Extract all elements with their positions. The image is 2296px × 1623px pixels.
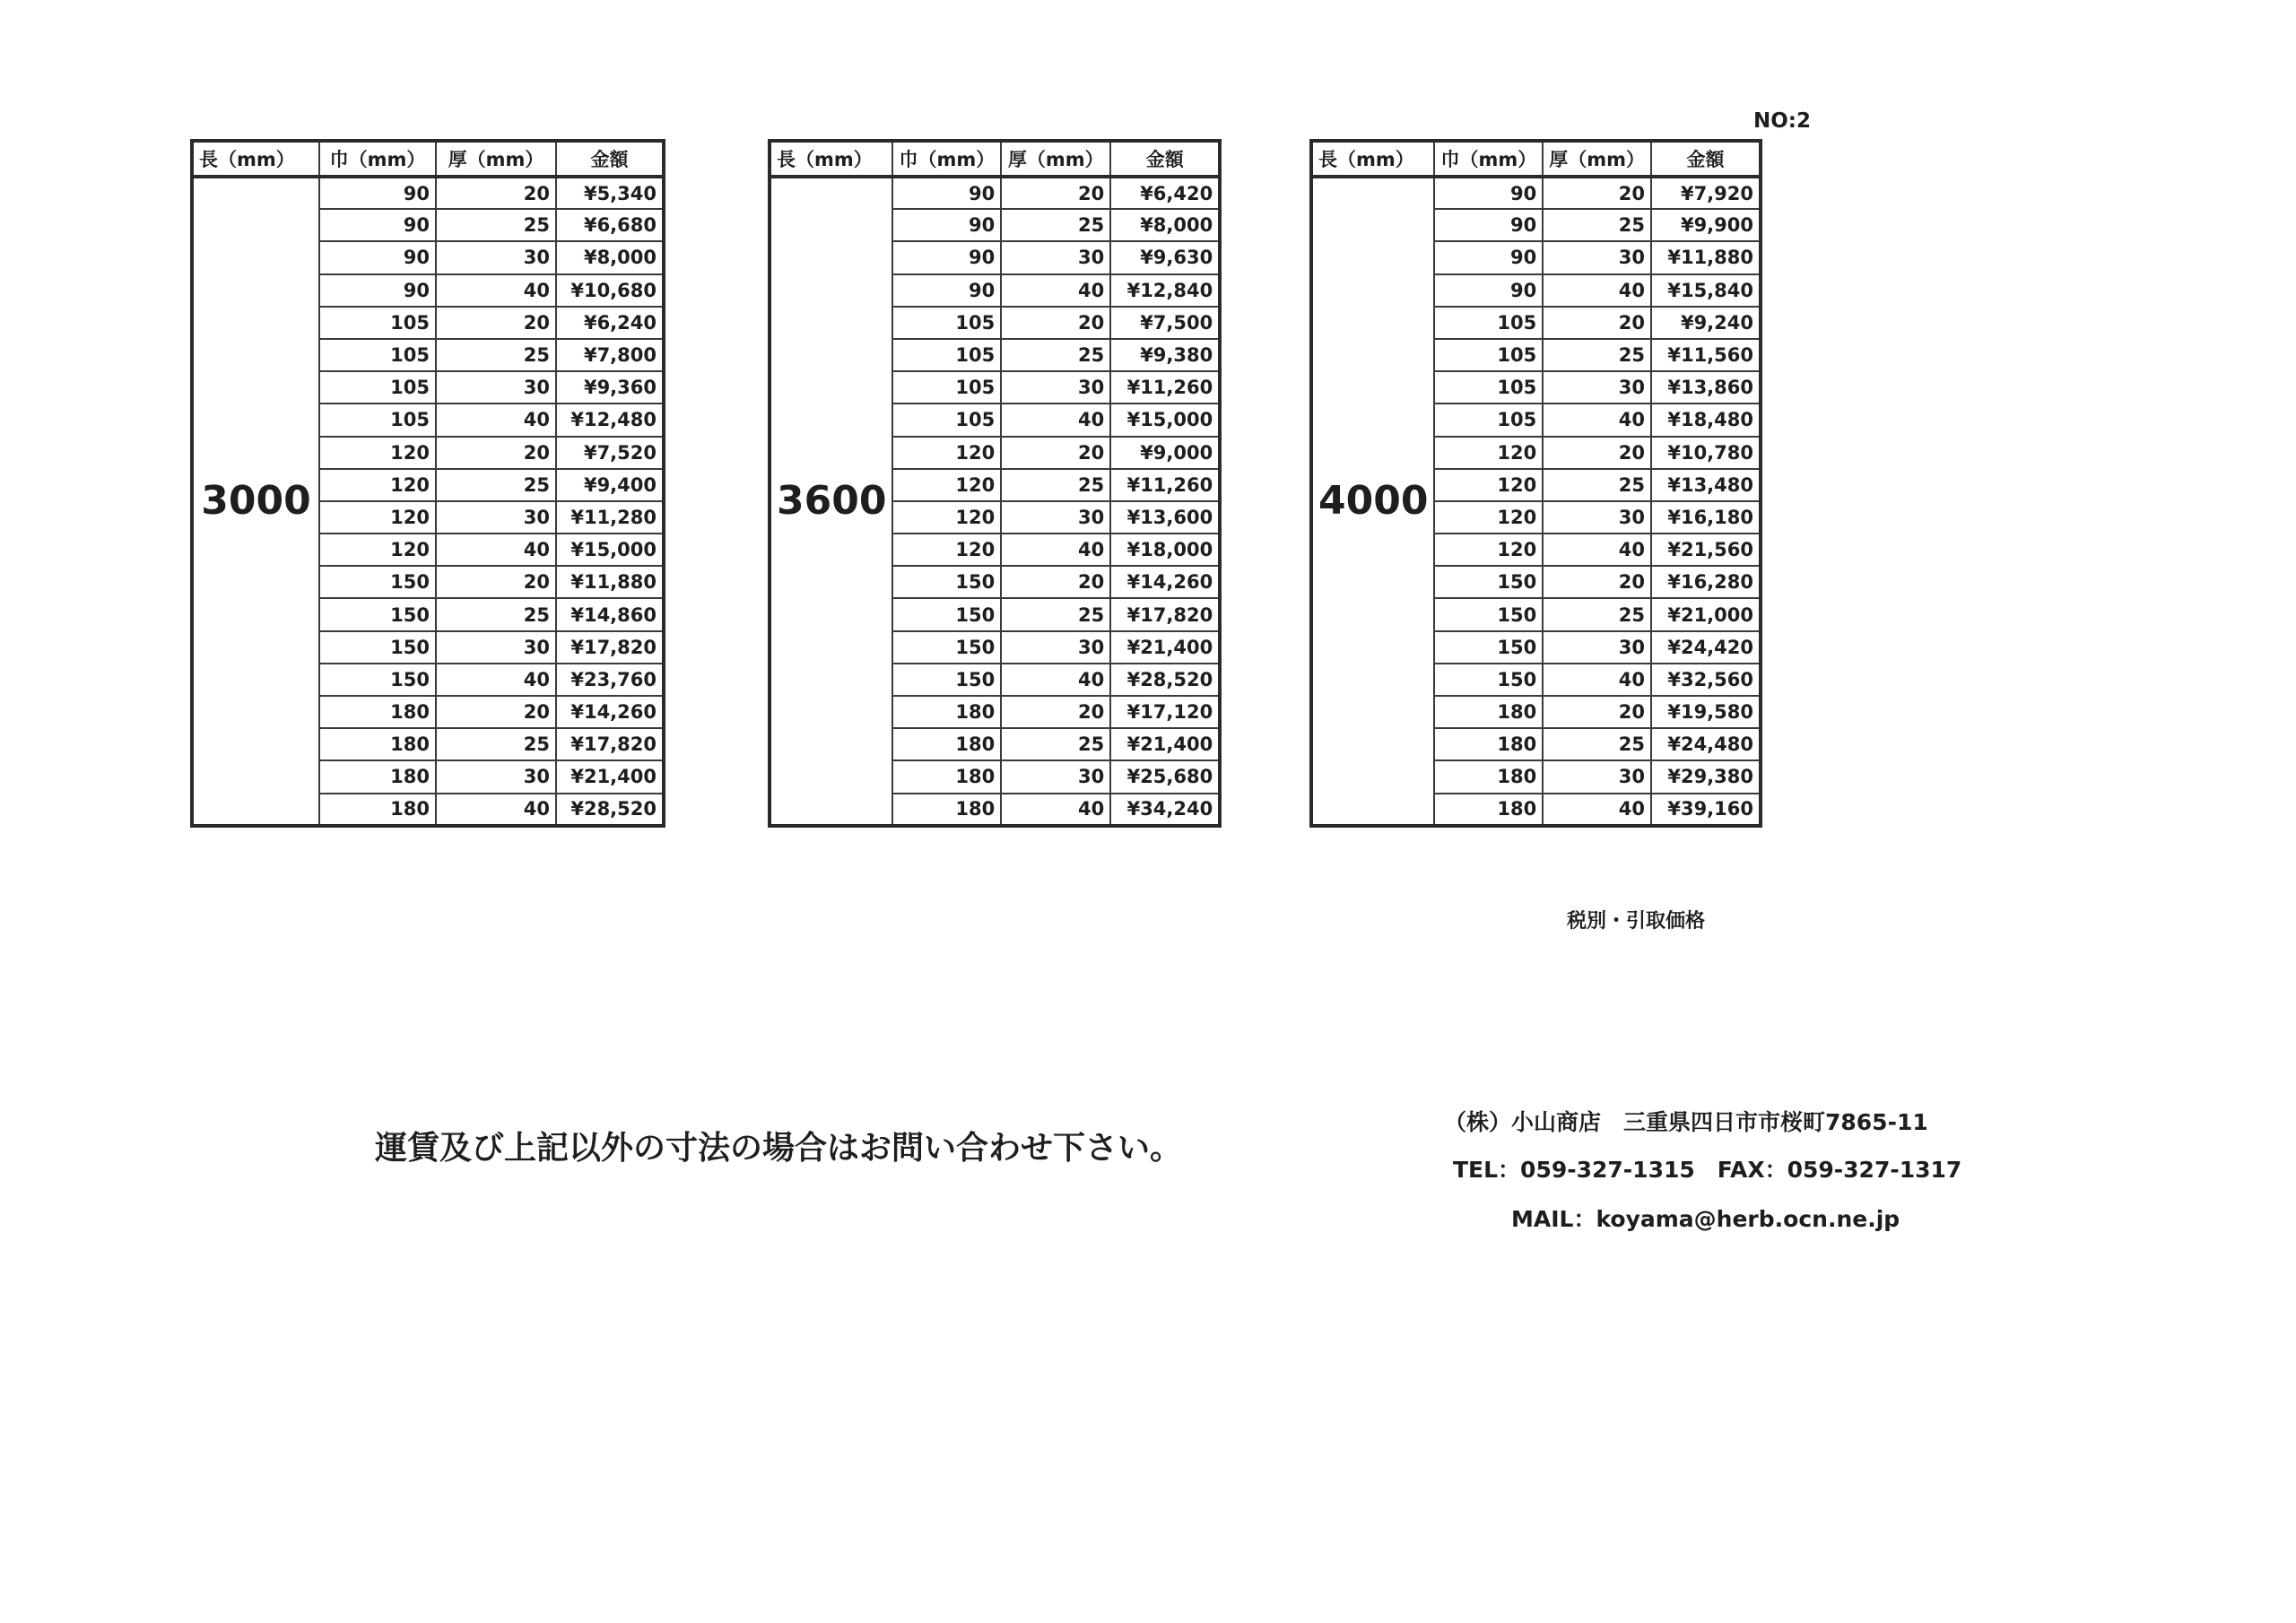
- table-header-row: [192, 141, 664, 177]
- thickness-cell: 30: [436, 760, 556, 793]
- price-cell: ¥13,600: [1110, 501, 1220, 534]
- thickness-cell: 30: [436, 241, 556, 273]
- width-cell: 105: [892, 371, 1001, 404]
- width-cell: 90: [892, 274, 1001, 307]
- thickness-cell: 25: [436, 339, 556, 371]
- price-cell: ¥5,340: [556, 177, 664, 209]
- thickness-cell: 30: [1543, 760, 1651, 793]
- thickness-cell: 25: [436, 728, 556, 760]
- price-cell: ¥14,860: [556, 598, 664, 630]
- width-cell: 105: [1434, 404, 1543, 436]
- width-cell: 90: [892, 209, 1001, 241]
- price-cell: ¥12,840: [1110, 274, 1220, 307]
- thickness-cell: 20: [436, 177, 556, 209]
- price-cell: ¥9,380: [1110, 339, 1220, 371]
- width-cell: 180: [319, 794, 436, 826]
- thickness-cell: 20: [1543, 696, 1651, 728]
- width-cell: 150: [1434, 598, 1543, 630]
- table-header-row: [770, 141, 1220, 177]
- thickness-cell: 20: [436, 696, 556, 728]
- price-cell: ¥11,880: [556, 566, 664, 598]
- thickness-cell: 30: [1001, 501, 1110, 534]
- thickness-cell: 20: [1543, 307, 1651, 339]
- price-cell: ¥24,420: [1651, 631, 1761, 664]
- thickness-cell: 20: [1543, 437, 1651, 469]
- length-cell: 4000: [1311, 177, 1434, 826]
- price-cell: ¥15,840: [1651, 274, 1761, 307]
- width-cell: 105: [1434, 339, 1543, 371]
- header-thickness: 厚（mm）: [1543, 141, 1651, 177]
- table-row: [1311, 177, 1761, 209]
- header-price: 金額: [1110, 141, 1220, 177]
- width-cell: 120: [319, 501, 436, 534]
- width-cell: 180: [892, 760, 1001, 793]
- width-cell: 180: [892, 794, 1001, 826]
- width-cell: 105: [892, 339, 1001, 371]
- price-cell: ¥10,780: [1651, 437, 1761, 469]
- price-cell: ¥25,680: [1110, 760, 1220, 793]
- width-cell: 150: [319, 598, 436, 630]
- price-cell: ¥7,500: [1110, 307, 1220, 339]
- thickness-cell: 40: [436, 794, 556, 826]
- width-cell: 90: [319, 209, 436, 241]
- price-cell: ¥34,240: [1110, 794, 1220, 826]
- width-cell: 180: [1434, 696, 1543, 728]
- width-cell: 180: [1434, 794, 1543, 826]
- header-length: 長（mm）: [192, 141, 319, 177]
- price-cell: ¥6,240: [556, 307, 664, 339]
- width-cell: 120: [319, 437, 436, 469]
- width-cell: 180: [319, 728, 436, 760]
- thickness-cell: 20: [436, 566, 556, 598]
- width-cell: 150: [1434, 566, 1543, 598]
- thickness-cell: 40: [1001, 794, 1110, 826]
- width-cell: 180: [1434, 760, 1543, 793]
- price-cell: ¥9,400: [556, 469, 664, 501]
- table-header-row: [1311, 141, 1761, 177]
- thickness-cell: 40: [1543, 534, 1651, 566]
- table-row: [770, 177, 1220, 209]
- thickness-cell: 30: [1543, 501, 1651, 534]
- price-cell: ¥11,880: [1651, 241, 1761, 273]
- width-cell: 105: [319, 404, 436, 436]
- width-cell: 105: [892, 307, 1001, 339]
- price-cell: ¥7,920: [1651, 177, 1761, 209]
- width-cell: 90: [319, 241, 436, 273]
- mail-address: MAIL：koyama@herb.ocn.ne.jp: [1511, 1206, 1900, 1232]
- price-cell: ¥17,120: [1110, 696, 1220, 728]
- thickness-cell: 25: [436, 209, 556, 241]
- width-cell: 90: [319, 177, 436, 209]
- price-cell: ¥11,260: [1110, 469, 1220, 501]
- price-cell: ¥18,480: [1651, 404, 1761, 436]
- thickness-cell: 40: [1001, 534, 1110, 566]
- width-cell: 105: [319, 339, 436, 371]
- thickness-cell: 20: [1001, 177, 1110, 209]
- width-cell: 120: [892, 501, 1001, 534]
- width-cell: 90: [892, 177, 1001, 209]
- width-cell: 150: [1434, 664, 1543, 696]
- table-row: [192, 177, 664, 209]
- price-cell: ¥13,480: [1651, 469, 1761, 501]
- thickness-cell: 30: [436, 501, 556, 534]
- price-cell: ¥7,800: [556, 339, 664, 371]
- price-cell: ¥13,860: [1651, 371, 1761, 404]
- thickness-cell: 25: [1543, 728, 1651, 760]
- thickness-cell: 30: [1001, 631, 1110, 664]
- price-cell: ¥32,560: [1651, 664, 1761, 696]
- thickness-cell: 30: [1543, 371, 1651, 404]
- price-cell: ¥28,520: [1110, 664, 1220, 696]
- price-cell: ¥16,280: [1651, 566, 1761, 598]
- company-address: （株）小山商店 三重県四日市市桜町7865-11: [1444, 1109, 1928, 1135]
- price-table-4000: [1309, 139, 1762, 828]
- width-cell: 120: [319, 469, 436, 501]
- width-cell: 150: [892, 664, 1001, 696]
- price-cell: ¥21,400: [556, 760, 664, 793]
- price-cell: ¥29,380: [1651, 760, 1761, 793]
- price-cell: ¥12,480: [556, 404, 664, 436]
- price-cell: ¥28,520: [556, 794, 664, 826]
- width-cell: 120: [892, 469, 1001, 501]
- thickness-cell: 30: [436, 371, 556, 404]
- thickness-cell: 20: [436, 307, 556, 339]
- width-cell: 120: [1434, 437, 1543, 469]
- price-cell: ¥17,820: [556, 728, 664, 760]
- price-cell: ¥21,560: [1651, 534, 1761, 566]
- thickness-cell: 25: [1543, 598, 1651, 630]
- width-cell: 90: [1434, 209, 1543, 241]
- thickness-cell: 30: [1001, 760, 1110, 793]
- price-cell: ¥8,000: [556, 241, 664, 273]
- width-cell: 105: [1434, 371, 1543, 404]
- tel-fax: TEL：059-327-1315 FAX：059-327-1317: [1453, 1157, 1962, 1183]
- width-cell: 150: [892, 598, 1001, 630]
- price-cell: ¥11,280: [556, 501, 664, 534]
- header-thickness: 厚（mm）: [436, 141, 556, 177]
- price-cell: ¥17,820: [1110, 598, 1220, 630]
- header-width: 巾（mm）: [892, 141, 1001, 177]
- thickness-cell: 40: [1001, 404, 1110, 436]
- thickness-cell: 40: [1543, 274, 1651, 307]
- thickness-cell: 30: [1001, 371, 1110, 404]
- price-cell: ¥21,000: [1651, 598, 1761, 630]
- price-cell: ¥9,000: [1110, 437, 1220, 469]
- price-table-3600: [768, 139, 1222, 828]
- width-cell: 90: [1434, 241, 1543, 273]
- price-cell: ¥18,000: [1110, 534, 1220, 566]
- width-cell: 120: [1434, 501, 1543, 534]
- price-cell: ¥9,900: [1651, 209, 1761, 241]
- thickness-cell: 25: [436, 469, 556, 501]
- thickness-cell: 40: [436, 274, 556, 307]
- tax-note: 税別・引取価格: [1567, 910, 1706, 933]
- header-thickness: 厚（mm）: [1001, 141, 1110, 177]
- price-cell: ¥19,580: [1651, 696, 1761, 728]
- thickness-cell: 20: [1001, 566, 1110, 598]
- price-table-3000: [190, 139, 665, 828]
- contact-notice: 運賃及び上記以外の寸法の場合はお問い合わせ下さい。: [375, 1130, 1183, 1167]
- width-cell: 90: [892, 241, 1001, 273]
- price-cell: ¥9,240: [1651, 307, 1761, 339]
- thickness-cell: 25: [1543, 469, 1651, 501]
- header-width: 巾（mm）: [319, 141, 436, 177]
- price-cell: ¥21,400: [1110, 728, 1220, 760]
- length-cell: 3000: [192, 177, 319, 826]
- price-cell: ¥8,000: [1110, 209, 1220, 241]
- page-number: NO:2: [1753, 109, 1812, 133]
- thickness-cell: 40: [1543, 794, 1651, 826]
- width-cell: 150: [319, 631, 436, 664]
- thickness-cell: 40: [436, 664, 556, 696]
- width-cell: 150: [319, 664, 436, 696]
- thickness-cell: 40: [1543, 404, 1651, 436]
- width-cell: 90: [1434, 274, 1543, 307]
- width-cell: 180: [319, 696, 436, 728]
- thickness-cell: 30: [436, 631, 556, 664]
- width-cell: 180: [892, 696, 1001, 728]
- width-cell: 150: [892, 566, 1001, 598]
- width-cell: 180: [892, 728, 1001, 760]
- width-cell: 120: [1434, 534, 1543, 566]
- price-cell: ¥6,420: [1110, 177, 1220, 209]
- thickness-cell: 20: [1001, 437, 1110, 469]
- width-cell: 90: [1434, 177, 1543, 209]
- width-cell: 150: [319, 566, 436, 598]
- width-cell: 105: [319, 371, 436, 404]
- thickness-cell: 25: [1001, 728, 1110, 760]
- thickness-cell: 25: [1001, 209, 1110, 241]
- price-cell: ¥39,160: [1651, 794, 1761, 826]
- width-cell: 90: [319, 274, 436, 307]
- price-cell: ¥14,260: [1110, 566, 1220, 598]
- thickness-cell: 20: [1543, 177, 1651, 209]
- thickness-cell: 40: [436, 404, 556, 436]
- thickness-cell: 25: [436, 598, 556, 630]
- thickness-cell: 40: [1001, 664, 1110, 696]
- thickness-cell: 25: [1543, 209, 1651, 241]
- price-cell: ¥24,480: [1651, 728, 1761, 760]
- thickness-cell: 40: [1543, 664, 1651, 696]
- price-cell: ¥6,680: [556, 209, 664, 241]
- price-cell: ¥16,180: [1651, 501, 1761, 534]
- thickness-cell: 25: [1001, 469, 1110, 501]
- width-cell: 105: [319, 307, 436, 339]
- header-price: 金額: [556, 141, 664, 177]
- header-price: 金額: [1651, 141, 1761, 177]
- price-cell: ¥10,680: [556, 274, 664, 307]
- thickness-cell: 30: [1543, 631, 1651, 664]
- price-cell: ¥14,260: [556, 696, 664, 728]
- length-cell: 3600: [770, 177, 892, 826]
- header-length: 長（mm）: [1311, 141, 1434, 177]
- thickness-cell: 25: [1001, 339, 1110, 371]
- price-cell: ¥21,400: [1110, 631, 1220, 664]
- header-width: 巾（mm）: [1434, 141, 1543, 177]
- price-cell: ¥15,000: [556, 534, 664, 566]
- width-cell: 120: [892, 437, 1001, 469]
- width-cell: 120: [319, 534, 436, 566]
- price-cell: ¥23,760: [556, 664, 664, 696]
- thickness-cell: 30: [1543, 241, 1651, 273]
- width-cell: 150: [892, 631, 1001, 664]
- width-cell: 120: [892, 534, 1001, 566]
- width-cell: 180: [1434, 728, 1543, 760]
- width-cell: 105: [892, 404, 1001, 436]
- thickness-cell: 20: [1001, 696, 1110, 728]
- thickness-cell: 30: [1001, 241, 1110, 273]
- thickness-cell: 20: [1001, 307, 1110, 339]
- width-cell: 150: [1434, 631, 1543, 664]
- price-cell: ¥11,260: [1110, 371, 1220, 404]
- price-cell: ¥11,560: [1651, 339, 1761, 371]
- width-cell: 120: [1434, 469, 1543, 501]
- thickness-cell: 20: [1543, 566, 1651, 598]
- width-cell: 180: [319, 760, 436, 793]
- price-cell: ¥17,820: [556, 631, 664, 664]
- thickness-cell: 40: [436, 534, 556, 566]
- price-cell: ¥15,000: [1110, 404, 1220, 436]
- thickness-cell: 40: [1001, 274, 1110, 307]
- thickness-cell: 20: [436, 437, 556, 469]
- price-cell: ¥9,630: [1110, 241, 1220, 273]
- width-cell: 105: [1434, 307, 1543, 339]
- header-length: 長（mm）: [770, 141, 892, 177]
- price-cell: ¥7,520: [556, 437, 664, 469]
- price-cell: ¥9,360: [556, 371, 664, 404]
- thickness-cell: 25: [1001, 598, 1110, 630]
- thickness-cell: 25: [1543, 339, 1651, 371]
